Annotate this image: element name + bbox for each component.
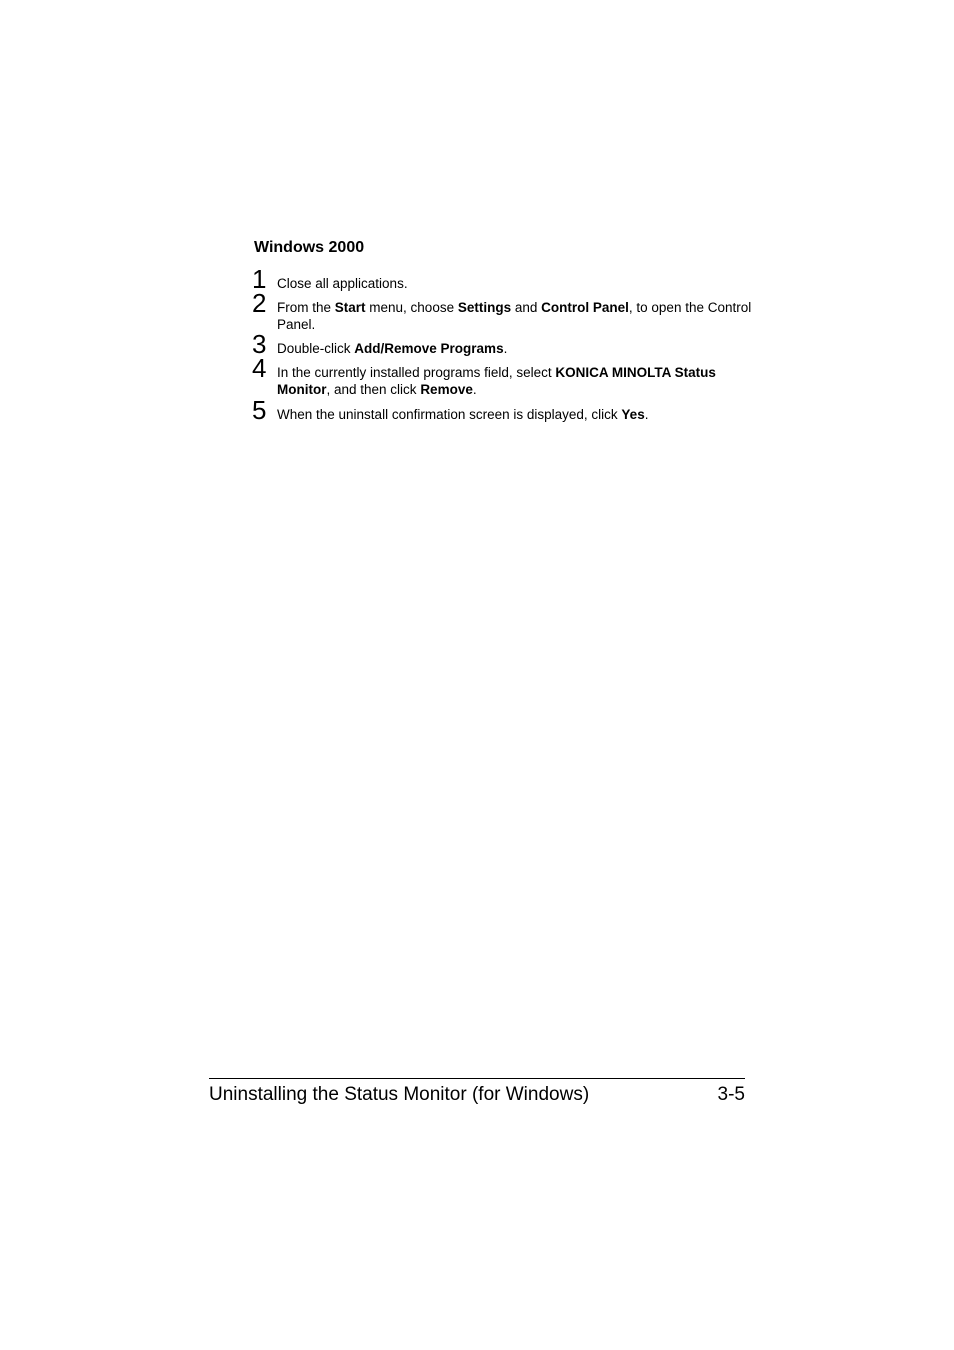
step-text-emphasis: Settings [457, 300, 512, 315]
step-text-emphasis: Yes [621, 407, 645, 422]
step-text-run: , and then click [326, 382, 421, 397]
step-text-emphasis: Start [334, 300, 366, 315]
section-title: Windows 2000 [254, 239, 365, 256]
step-number: 5 [252, 395, 267, 425]
step-text-emphasis: Control Panel [541, 300, 629, 315]
step-number: 2 [252, 288, 267, 318]
step-item [252, 264, 752, 294]
step-text [277, 266, 752, 292]
steps-list [252, 264, 752, 425]
step-text [277, 355, 752, 398]
step-text-run: . [503, 341, 508, 356]
step-text-emphasis: Remove [420, 382, 473, 397]
footer-page-number: 3-5 [717, 1084, 745, 1105]
step-number: 3 [252, 329, 267, 359]
step-text [277, 331, 752, 357]
step-item [252, 329, 752, 359]
step-text-run: . [472, 382, 477, 397]
step-item [252, 355, 752, 397]
step-text-run: Double-click [277, 341, 355, 356]
step-text-run: . [644, 407, 649, 422]
step-text-run: , to open the Control Panel. [277, 300, 752, 332]
step-text-run: When the uninstall confirmation screen is displayed, click [277, 407, 622, 422]
step-text-emphasis: KONICA MINOLTA Status Monitor [277, 365, 716, 397]
step-text-run: and [511, 300, 542, 315]
step-number: 1 [252, 264, 267, 294]
step-text-run: In the currently installed programs field, select [277, 365, 556, 380]
step-text-run: menu, choose [365, 300, 458, 315]
step-item [252, 395, 752, 425]
footer-title: Uninstalling the Status Monitor (for Windows) [209, 1084, 590, 1105]
step-item [252, 290, 752, 331]
step-text [277, 397, 752, 423]
footer-divider [209, 1078, 745, 1079]
step-text [277, 290, 752, 333]
step-number: 4 [252, 353, 267, 383]
step-text-emphasis: Add/Remove Programs [354, 341, 504, 356]
step-text-run: From the [277, 300, 335, 315]
step-text-run: Close all applications. [277, 276, 408, 291]
